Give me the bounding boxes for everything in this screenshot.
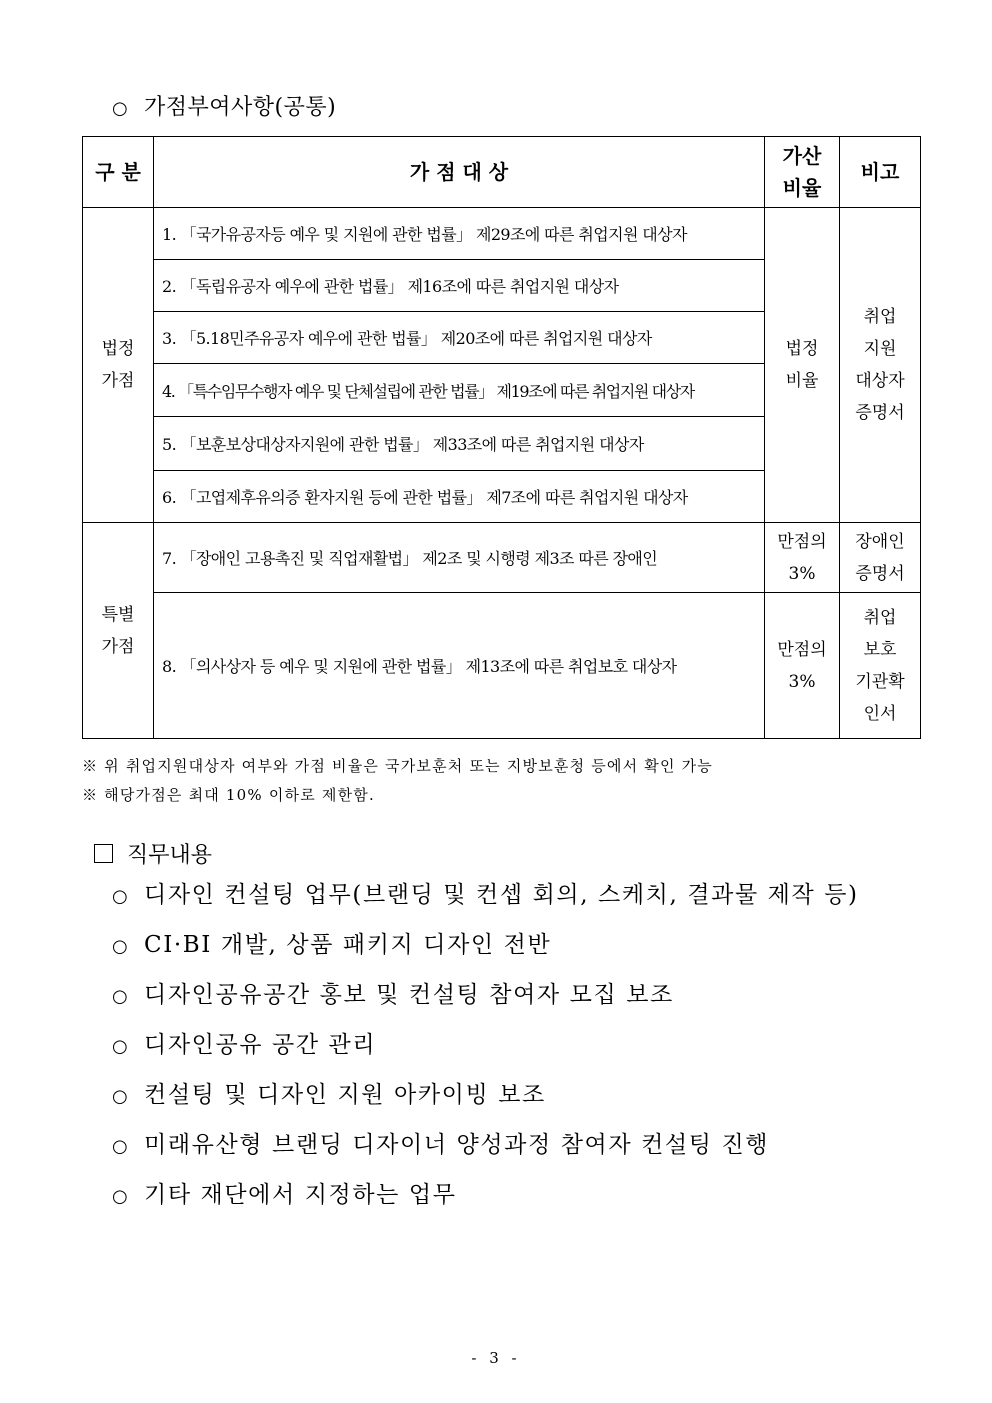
checkbox-square-icon	[94, 844, 113, 863]
special-note-cell-8: 취업 보호 기관확 인서	[840, 593, 921, 739]
list-item: ○ CI·BI 개발, 상품 패키지 디자인 전반	[112, 920, 859, 970]
legal-item-2: 2. 「독립유공자 예우에 관한 법률」 제16조에 따른 취업지원 대상자	[154, 260, 765, 312]
legal-category-cell: 법정 가점	[83, 208, 154, 523]
header-target: 가 점 대 상	[154, 137, 765, 208]
list-item: ○ 디자인 컨설팅 업무(브랜딩 및 컨셉 회의, 스케치, 결과물 제작 등)	[112, 870, 859, 920]
table-header-row	[83, 137, 921, 208]
table-row	[83, 523, 921, 593]
circle-bullet-icon: ○	[112, 1136, 130, 1157]
legal-ratio-cell: 법정 비율	[765, 208, 840, 523]
bonus-points-table	[82, 136, 921, 739]
page-number: - 3 -	[471, 1349, 521, 1367]
special-note-cell-7: 장애인 증명서	[840, 523, 921, 593]
legal-note-cell: 취업 지원 대상자 증명서	[840, 208, 921, 523]
table-notes	[82, 752, 713, 810]
special-item-7: 7. 「장애인 고용촉진 및 직업재활법」 제2조 및 시행령 제3조 따른 장애인	[154, 523, 765, 593]
circle-bullet-icon: ○	[112, 1036, 130, 1057]
circle-bullet-icon: ○	[112, 1186, 130, 1207]
circle-bullet-icon: ○	[112, 98, 129, 119]
duty-title: 직무내용	[127, 843, 213, 868]
table-row	[83, 593, 921, 739]
section-title-text: 가점부여사항(공통)	[144, 95, 337, 120]
legal-item-1: 1. 「국가유공자등 예우 및 지원에 관한 법률」 제29조에 따른 취업지원 대상자	[154, 208, 765, 260]
duty-section-header	[94, 838, 212, 869]
special-item-8: 8. 「의사상자 등 예우 및 지원에 관한 법률」 제13조에 따른 취업보호 대상자	[154, 593, 765, 739]
legal-item-6: 6. 「고엽제후유의증 환자지원 등에 관한 법률」 제7조에 따른 취업지원 대상자	[154, 471, 765, 523]
legal-item-4: 4. 「특수임무수행자 예우 및 단체설립에 관한 법률」 제19조에 따른 취업지원 대상자	[154, 364, 765, 417]
section-title	[112, 90, 336, 121]
note-line: ※ 해당가점은 최대 10% 이하로 제한함.	[82, 786, 375, 804]
legal-item-3: 3. 「5.18민주유공자 예우에 관한 법률」 제20조에 따른 취업지원 대상자	[154, 312, 765, 364]
special-ratio-cell-7: 만점의 3%	[765, 523, 840, 593]
header-ratio: 가산 비율	[765, 137, 840, 208]
circle-bullet-icon: ○	[112, 936, 130, 957]
duty-list	[112, 870, 859, 1220]
legal-item-5: 5. 「보훈보상대상자지원에 관한 법률」 제33조에 따른 취업지원 대상자	[154, 417, 765, 471]
special-category-cell: 특별 가점	[83, 523, 154, 739]
circle-bullet-icon: ○	[112, 1086, 130, 1107]
list-item: ○ 디자인공유공간 홍보 및 컨설팅 참여자 모집 보조	[112, 970, 859, 1020]
list-item: ○ 기타 재단에서 지정하는 업무	[112, 1170, 859, 1220]
header-note: 비고	[840, 137, 921, 208]
special-ratio-cell-8: 만점의 3%	[765, 593, 840, 739]
list-item: ○ 디자인공유 공간 관리	[112, 1020, 859, 1070]
header-category: 구 분	[83, 137, 154, 208]
list-item: ○ 컨설팅 및 디자인 지원 아카이빙 보조	[112, 1070, 859, 1120]
note-line: ※ 위 취업지원대상자 여부와 가점 비율은 국가보훈처 또는 지방보훈청 등에서 확인 가능	[82, 757, 714, 775]
circle-bullet-icon: ○	[112, 986, 130, 1007]
circle-bullet-icon: ○	[112, 886, 130, 907]
table-row	[83, 208, 921, 260]
list-item: ○ 미래유산형 브랜딩 디자이너 양성과정 참여자 컨설팅 진행	[112, 1120, 859, 1170]
